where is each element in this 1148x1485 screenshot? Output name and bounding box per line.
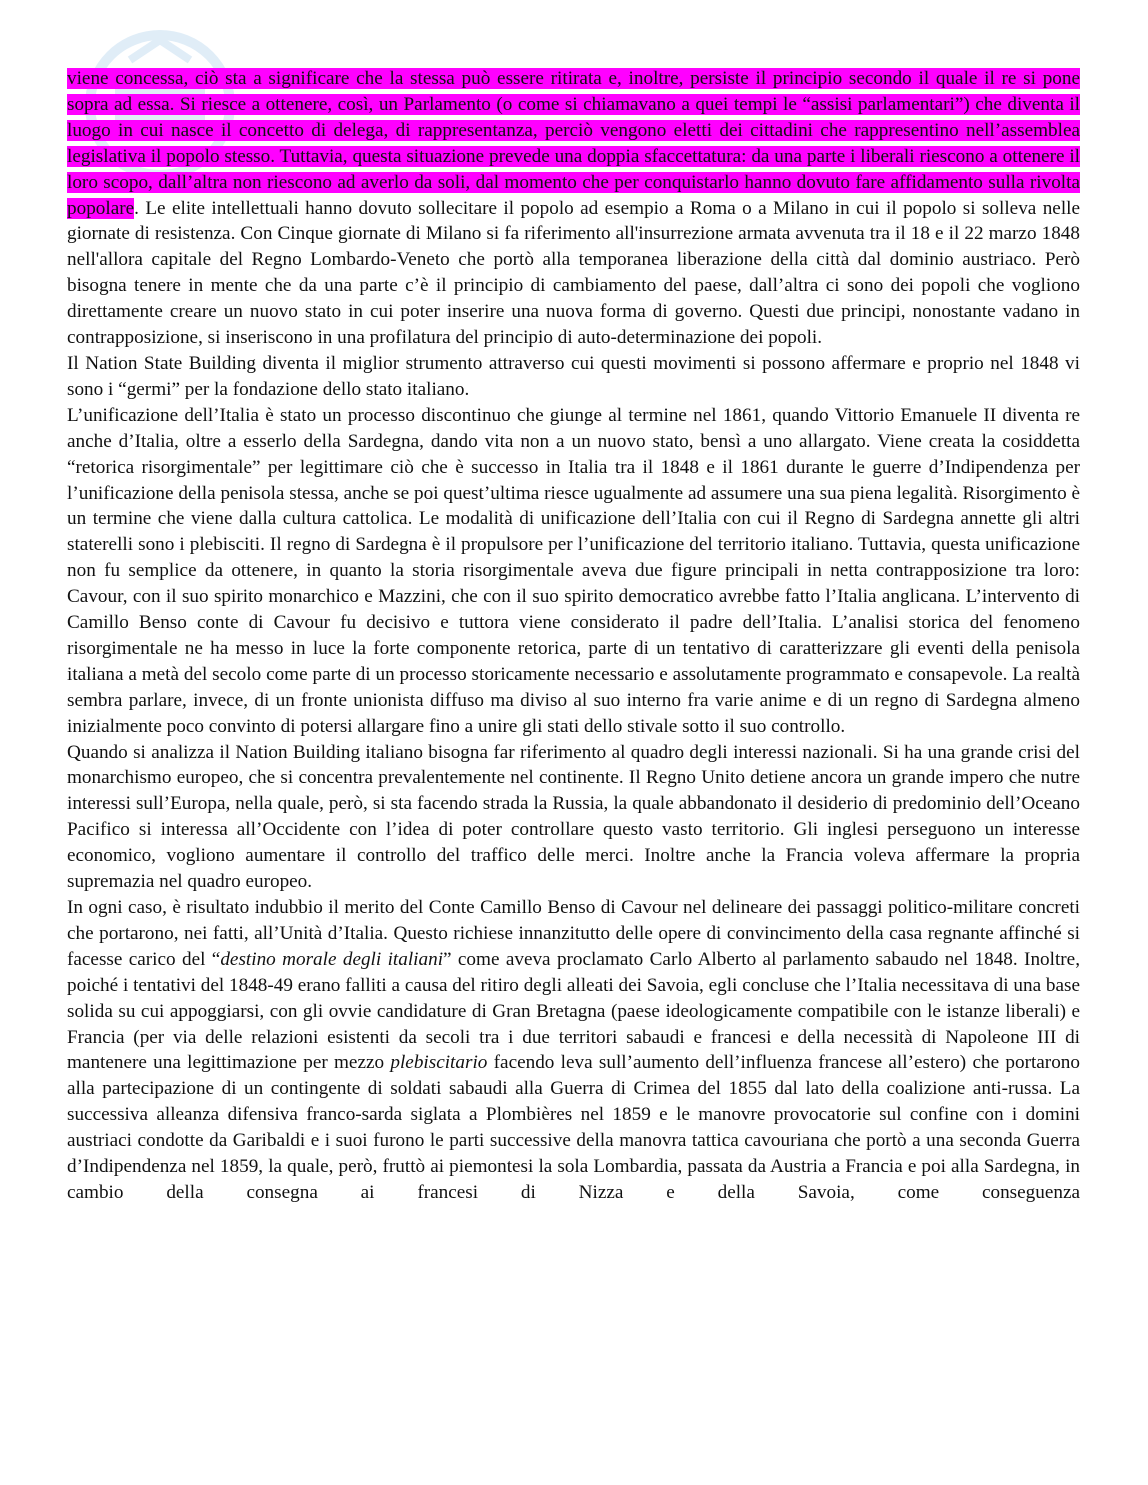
paragraph-text: In ogni caso, è risultato indubbio il merito del Conte Camillo Benso di Cavour nel delineare dei passaggi politico-militare concreti che portarono, nei fatti, all’Unità d’Italia. Questo richiese innanzitutto delle opere di convincimento della casa regnante affinché si facesse carico del “ [67,897,1080,970]
paragraph [67,66,1080,351]
paragraph: Quando si analizza il Nation Building italiano bisogna far riferimento al quadro degli interessi nazionali. Si ha una grande crisi del monarchismo europeo, che si concentra prevalentemente nel continente. Il Regno Unito detiene ancora un grande impero che nutre interessi sull’Europa, nella quale, però, si sta facendo strada la Russia, la quale abbandonato il desiderio di predominio dell’Oceano Pacifico si interessa all’Occidente con l’idea di poter controllare questo vasto territorio. Gli inglesi perseguono un interesse economico, vogliono aumentare il controllo del traffico delle merci. Inoltre anche la Francia voleva affermare la propria supremazia nel quadro europeo. [67,741,1080,893]
italic-term: plebiscitario [390,1052,488,1074]
paragraph [67,895,1080,1206]
paragraph: L’unificazione dell’Italia è stato un processo discontinuo che giunge al termine nel 1861, quando Vittorio Emanuele II diventa re anche d’Italia, oltre a esserlo della Sardegna, dando vita non a un nuovo stato, bensì a uno allargato. Viene creata la cosiddetta “retorica risorgimentale” per legittimare ciò che è successo in Italia tra il 1848 e il 1861 durante le guerre d’Indipendenza per l’unificazione della penisola stessa, anche se poi quest’ultima riesce ugualmente ad assumere una sua piena legalità. Risorgimento è un termine che viene dalla cultura cattolica. Le modalità di unificazione dell’Italia con cui il Regno di Sardegna annette gli altri staterelli sono i plebisciti. Il regno di Sardegna è il propulsore per l’unificazione del territorio italiano. Tuttavia, questa unificazione non fu semplice da ottenere, in quanto la storia risorgimentale aveva due figure principali in netta contrapposizione tra loro: Cavour, con il suo spirito monarchico e Mazzini, che con il suo spirito democratico avrebbe fatto l’Italia anglicana. L’intervento di Camillo Benso conte di Cavour fu decisivo e tuttora viene considerato il padre dell’Italia. L’analisi storica del fenomeno risorgimentale ne ha messo in luce la forte componente retorica, parte di un tentativo di caratterizzare gli eventi della penisola italiana a metà del secolo come parte di un processo storicamente necessario e assolutamente programmato e consapevole. La realtà sembra parlare, invece, di un fronte unionista diffuso ma diviso al suo interno fra varie anime e di un regno di Sardegna almeno inizialmente poco convinto di potersi allargare fino a unire gli stati dello stivale sotto il suo controllo. [67,404,1080,737]
paragraph-text: . Le elite intellettuali hanno dovuto sollecitare il popolo ad esempio a Roma o a Milano in cui il popolo si solleva nelle giornate di resistenza. Con Cinque giornate di Milano si fa riferimento all'insurrezione armata avvenuta tra il 18 e il 22 marzo 1848 nell'allora capitale del Regno Lombardo-Veneto che portò alla temporanea liberazione della città dal dominio austriaco. Però bisogna tenere in mente che da una parte c’è il principio di cambiamento del paese, dall’altra ci sono dei popoli che vogliono direttamente creare un nuovo stato in cui poter inserire una nuova forma di governo. Questi due principi, nonostante vadano in contrapposizione, si inseriscono in una profilatura del principio di auto-determinazione dei popoli. [67,197,1080,349]
highlighted-text: viene concessa, ciò sta a significare che la stessa può essere ritirata e, inoltre, persiste il principio secondo il quale il re si pone sopra ad essa. Si riesce a ottenere, così, un Parlamento (o come si chiamavano a quei tempi le “assisi parlamentari”) che diventa il luogo in cui nasce il concetto di delega, di rappresentanza, perciò vengono eletti dei cittadini che rappresentino nell’assemblea legislativa il popolo stesso. Tuttavia, questa situazione prevede una doppia sfaccettatura: da una parte i liberali riescono a ottenere il loro scopo, dall’altra non riescono ad averlo da soli, dal momento che per conquistarlo hanno dovuto fare affidamento sulla rivolta popolare [67,68,1080,219]
paragraph: Il Nation State Building diventa il miglior strumento attraverso cui questi movimenti si possono affermare e proprio nel 1848 vi sono i “germi” per la fondazione dello stato italiano. [67,352,1080,400]
paragraph-text: ” come aveva proclamato Carlo Alberto al parlamento sabaudo nel 1848. Inoltre, poiché i tentativi del 1848-49 erano falliti a causa del ritiro degli alleati dei Savoia, egli concluse che l’Italia necessitava di una base solida su cui appoggiarsi, con gli ovvie candidature di Gran Bretagna (paese ideologicamente compatibile con le istanze liberali) e Francia (per via delle relazioni esistenti da secoli tra i due territori sabaudi e francesi e della necessità di Napoleone III di mantenere una legittimazione per mezzo [67,948,1080,1074]
paragraph-text: facendo leva sull’aumento dell’influenza francese all’estero) che portarono alla partecipazione di un contingente di soldati sabaudi alla Guerra di Crimea del 1855 dal lato della coalizione anti-russa. La successiva alleanza difensiva franco-sarda siglata a Plombières nel 1859 e le manovre provocatorie sul confine con i domini austriaci condotte da Garibaldi e i suoi furono le parti successive della manovra tattica cavouriana che portò a una seconda Guerra d’Indipendenza nel 1859, la quale, però, fruttò ai piemontesi la sola Lombardia, passata da Austria a Francia e poi alla Sardegna, in cambio della consegna ai francesi di Nizza e della Savoia, come conseguenza [67,1052,1080,1203]
document-body [67,66,1080,1206]
italic-quote: destino morale degli italiani [220,948,444,970]
